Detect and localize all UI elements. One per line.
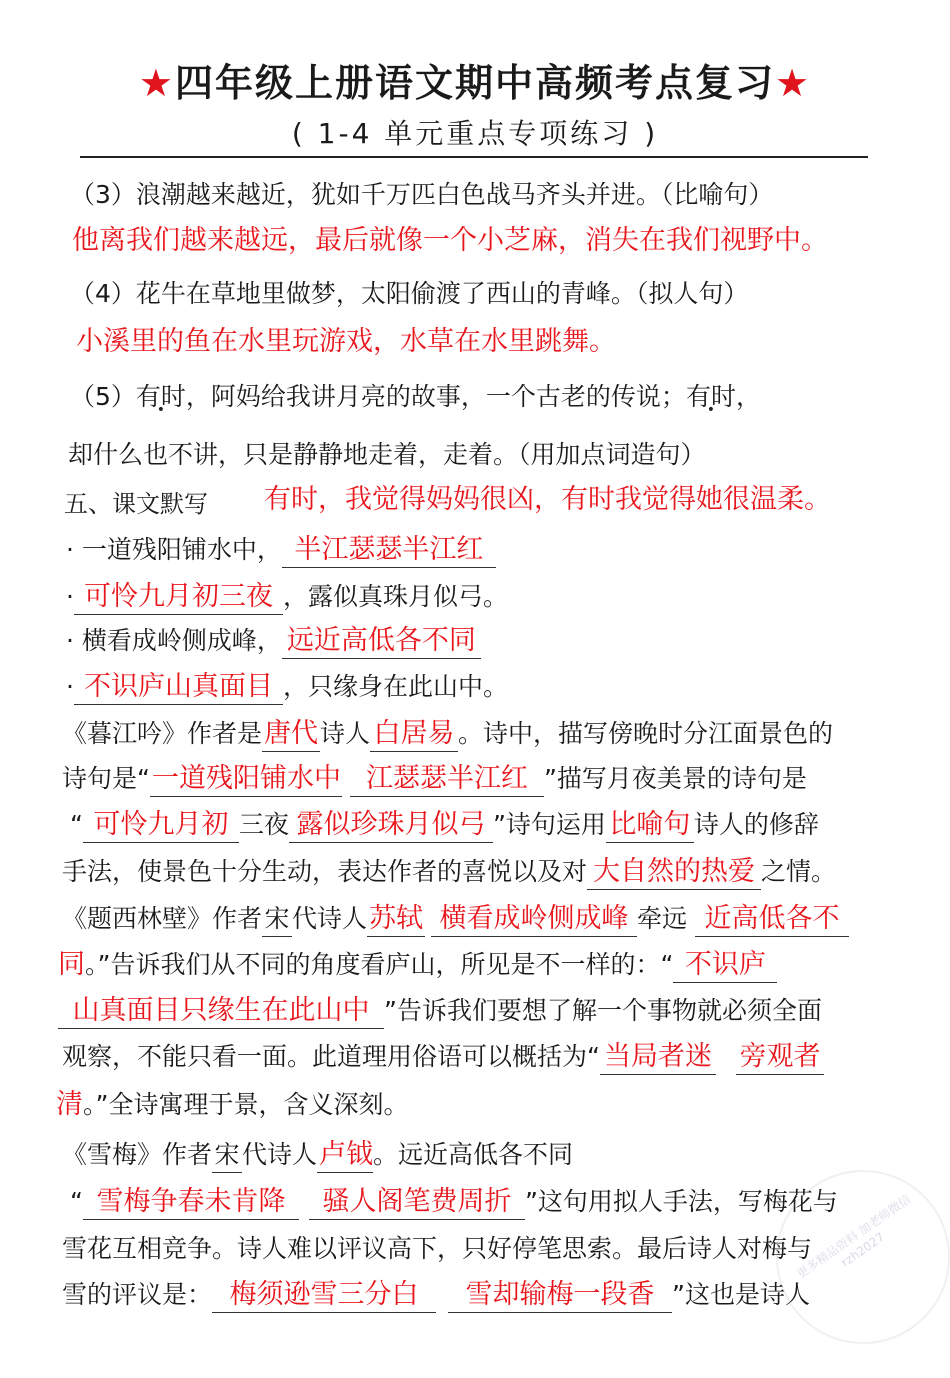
tixilin-line4: 观察，不能只看一面。此道理用俗语可以概括为“ 当局者迷 旁观者	[62, 1040, 824, 1075]
recite-row: · 不识庐山真面目 ，只缘身在此山中。	[66, 670, 508, 705]
answer-blank: 宋	[212, 1138, 242, 1173]
recite-row: · 横看成岭侧成峰， 远近高低各不同	[66, 624, 481, 659]
answer-blank: 不识庐山真面目	[74, 670, 283, 705]
answer-text: 同	[58, 949, 85, 980]
recite-row: · 一道残阳铺水中， 半江瑟瑟半江红	[66, 533, 496, 568]
answer-blank: 可怜九月初	[83, 808, 239, 843]
section-heading: 五、课文默写	[64, 490, 208, 518]
answer-blank: 白居易	[370, 717, 458, 752]
answer-blank: 大自然的热爱	[587, 855, 761, 890]
answer-blank: 旁观者	[736, 1040, 824, 1075]
q3-answer: 他离我们越来越远，最后就像一个小芝麻，消失在我们视野中。	[72, 225, 828, 256]
answer-blank: 可怜九月初三夜	[74, 580, 283, 615]
answer-blank: 江瑟瑟半江红	[350, 762, 544, 797]
answer-blank: 苏轼	[367, 902, 425, 937]
answer-blank: 远近高低各不同	[282, 624, 481, 659]
answer-blank: 露似珍珠月似弓	[289, 808, 493, 843]
dotted-word: 有时	[685, 382, 736, 411]
tixilin-line2: 同。”告诉我们从不同的角度看庐山，所见是不一样的：“ 不识庐	[58, 948, 777, 983]
mujiang-line4: 手法，使景色十分生动，表达作者的喜悦以及对 大自然的热爱 之情。	[62, 855, 836, 890]
answer-blank: 梅须逊雪三分白	[212, 1278, 436, 1313]
answer-text: 清	[56, 1089, 83, 1120]
answer-blank: 雪梅争春未肯降	[83, 1185, 299, 1220]
answer-blank: 近高低各不	[695, 902, 849, 937]
answer-blank: 卢钺	[317, 1138, 373, 1173]
mujiang-line2: 诗句是“一道残阳铺水中 江瑟瑟半江红 ”描写月夜美景的诗句是	[62, 762, 807, 797]
q5-prompt-line2: 却什么也不讲，只是静静地走着，走着。（用加点词造句）	[68, 440, 706, 469]
answer-blank: 不识庐	[673, 948, 777, 983]
answer-blank: 一道残阳铺水中	[150, 762, 342, 797]
tixilin-line1: 《题西林壁》作者宋 代诗人苏轼 横看成岭侧成峰 牵远 近高低各不	[62, 902, 849, 937]
mujiang-line1: 《暮江吟》作者是唐代诗人 白居易 。诗中，描写傍晚时分江面景色的	[62, 717, 833, 752]
dotted-word: 有时	[135, 382, 186, 411]
mujiang-line3: “ 可怜九月初 三夜 露似珍珠月似弓 ”诗句运用 比喻句 诗人的修辞	[70, 808, 819, 843]
recite-row: · 可怜九月初三夜 ，露似真珠月似弓。	[66, 580, 508, 615]
title-divider	[80, 156, 868, 158]
answer-blank: 横看成岭侧成峰	[431, 902, 637, 937]
q4-answer: 小溪里的鱼在水里玩游戏，水草在水里跳舞。	[76, 326, 616, 357]
answer-blank: 雪却输梅一段香	[448, 1278, 672, 1313]
xuemei-line4: 雪的评议是： 梅须逊雪三分白 雪却输梅一段香 ”这也是诗人	[62, 1278, 810, 1313]
answer-blank: 半江瑟瑟半江红	[282, 533, 496, 568]
answer-blank: 当局者迷	[600, 1040, 716, 1075]
answer-blank: 宋	[262, 902, 292, 937]
xuemei-line1: 《雪梅》作者宋 代诗人卢钺。远近高低各不同	[62, 1138, 573, 1173]
q5-prompt-line1: （5）有时，阿妈给我讲月亮的故事，一个古老的传说；有时，	[70, 382, 761, 411]
answer-blank: 比喻句	[606, 808, 694, 843]
star-icon: ★	[138, 61, 175, 105]
star-icon: ★	[775, 61, 812, 105]
q5-answer: 有时，我觉得妈妈很凶，有时我觉得她很温柔。	[264, 484, 831, 515]
answer-blank: 山真面目只缘生在此山中	[58, 994, 384, 1029]
title-text: 四年级上册语文期中高频考点复习	[174, 61, 775, 105]
xuemei-line2: “ 雪梅争春未肯降 骚人阁笔费周折 ”这句用拟人手法，写梅花与	[70, 1185, 838, 1220]
tixilin-line3: 山真面目只缘生在此山中 ”告诉我们要想了解一个事物就必须全面	[58, 994, 822, 1029]
tixilin-line5: 清。”全诗寓理于景，含义深刻。	[56, 1089, 409, 1120]
answer-blank: 骚人阁笔费周折	[309, 1185, 525, 1220]
answer-blank: 唐代	[262, 717, 320, 752]
page-subtitle: ( 1-4 单元重点专项练习 )	[291, 117, 659, 150]
page-title	[0, 52, 950, 107]
watermark-text: 更多精品资料 加老师微信 rzh2027	[794, 1192, 914, 1282]
q4-prompt: （4）花牛在草地里做梦，太阳偷渡了西山的青峰。（拟人句）	[70, 279, 749, 308]
q3-prompt: （3）浪潮越来越近，犹如千万匹白色战马齐头并进。（比喻句）	[70, 180, 774, 209]
xuemei-line3: 雪花互相竞争。诗人难以评议高下，只好停笔思索。最后诗人对梅与	[62, 1234, 813, 1263]
